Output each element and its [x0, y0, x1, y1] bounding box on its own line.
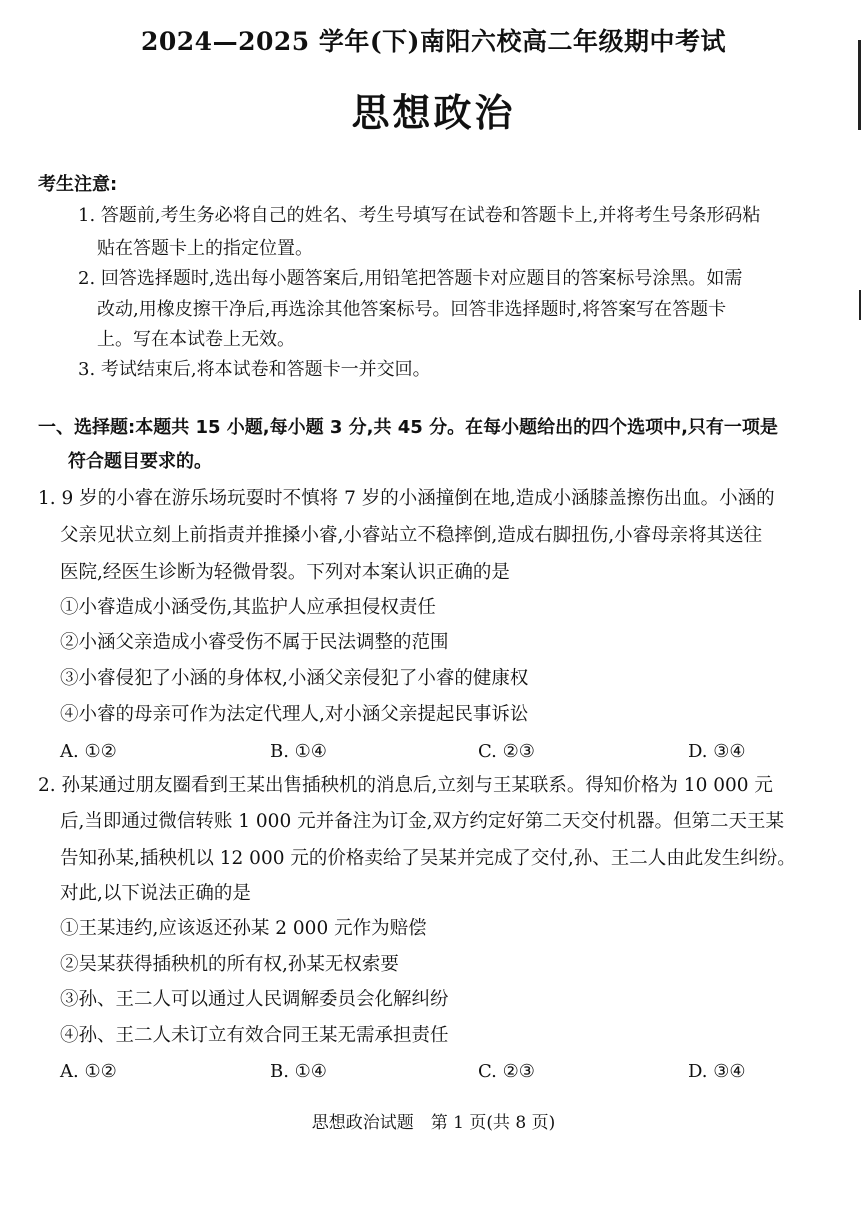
option-c[interactable]: C. ②③ — [478, 741, 535, 762]
notice-line: 上。写在本试卷上无效。 — [97, 329, 295, 350]
option-d[interactable]: D. ③④ — [688, 1061, 746, 1082]
question-2-stem: 对此,以下说法正确的是 — [60, 883, 251, 904]
notice-line: 贴在答题卡上的指定位置。 — [97, 238, 313, 259]
question-1-options — [0, 741, 867, 765]
option-c[interactable]: C. ②③ — [478, 1061, 535, 1082]
scan-edge-mark — [859, 290, 861, 320]
question-1-stem: 父亲见状立刻上前指责并推搡小睿,小睿站立不稳摔倒,造成右脚扭伤,小睿母亲将其送往 — [60, 525, 763, 546]
question-2-stem: 告知孙某,插秧机以 12 000 元的价格卖给了吴某并完成了交付,孙、王二人由此发生纠纷。 — [60, 848, 796, 869]
option-b[interactable]: B. ①④ — [270, 741, 327, 762]
question-1-statement: ③小睿侵犯了小涵的身体权,小涵父亲侵犯了小睿的健康权 — [60, 668, 529, 689]
notice-heading: 考生注意: — [38, 174, 118, 195]
section-heading-cont: 符合题目要求的。 — [68, 451, 212, 472]
question-2-statement: ④孙、王二人未订立有效合同王某无需承担责任 — [60, 1025, 449, 1046]
option-b[interactable]: B. ①④ — [270, 1061, 327, 1082]
question-1-statement: ①小睿造成小涵受伤,其监护人应承担侵权责任 — [60, 597, 436, 618]
subject-title: 思想政治 — [351, 90, 516, 135]
question-1-statement: ②小涵父亲造成小睿受伤不属于民法调整的范围 — [60, 632, 449, 653]
page-footer: 思想政治试题 第 1 页(共 8 页) — [311, 1113, 556, 1133]
option-a[interactable]: A. ①② — [60, 1061, 117, 1082]
exam-title: 2024—2025 学年(下)南阳六校高二年级期中考试 — [140, 27, 727, 56]
question-2-statement: ③孙、王二人可以通过人民调解委员会化解纠纷 — [60, 989, 449, 1010]
section-heading: 一、选择题:本题共 15 小题,每小题 3 分,共 45 分。在每小题给出的四个选项中,只有一项是 — [38, 417, 778, 438]
question-1-stem: 医院,经医生诊断为轻微骨裂。下列对本案认识正确的是 — [60, 562, 510, 583]
question-2-stem: 后,当即通过微信转账 1 000 元并备注为订金,双方约定好第二天交付机器。但第二天王某 — [60, 811, 784, 832]
question-1-stem: 1. 9 岁的小睿在游乐场玩耍时不慎将 7 岁的小涵撞倒在地,造成小涵膝盖擦伤出血。小涵的 — [38, 488, 775, 509]
question-2-statement: ①王某违约,应该返还孙某 2 000 元作为赔偿 — [60, 918, 427, 939]
question-2-stem: 2. 孙某通过朋友圈看到王某出售插秧机的消息后,立刻与王某联系。得知价格为 10 000 元 — [38, 775, 773, 796]
question-1-statement: ④小睿的母亲可作为法定代理人,对小涵父亲提起民事诉讼 — [60, 704, 529, 725]
question-2-options — [0, 1061, 867, 1085]
scan-edge-mark — [858, 40, 861, 130]
notice-line: 3. 考试结束后,将本试卷和答题卡一并交回。 — [78, 359, 431, 380]
option-a[interactable]: A. ①② — [60, 741, 117, 762]
notice-line: 2. 回答选择题时,选出每小题答案后,用铅笔把答题卡对应题目的答案标号涂黑。如需 — [78, 268, 743, 289]
notice-line: 1. 答题前,考生务必将自己的姓名、考生号填写在试卷和答题卡上,并将考生号条形码粘 — [78, 205, 761, 226]
option-d[interactable]: D. ③④ — [688, 741, 746, 762]
question-2-statement: ②吴某获得插秧机的所有权,孙某无权索要 — [60, 954, 399, 975]
notice-line: 改动,用橡皮擦干净后,再选涂其他答案标号。回答非选择题时,将答案写在答题卡 — [97, 299, 727, 320]
